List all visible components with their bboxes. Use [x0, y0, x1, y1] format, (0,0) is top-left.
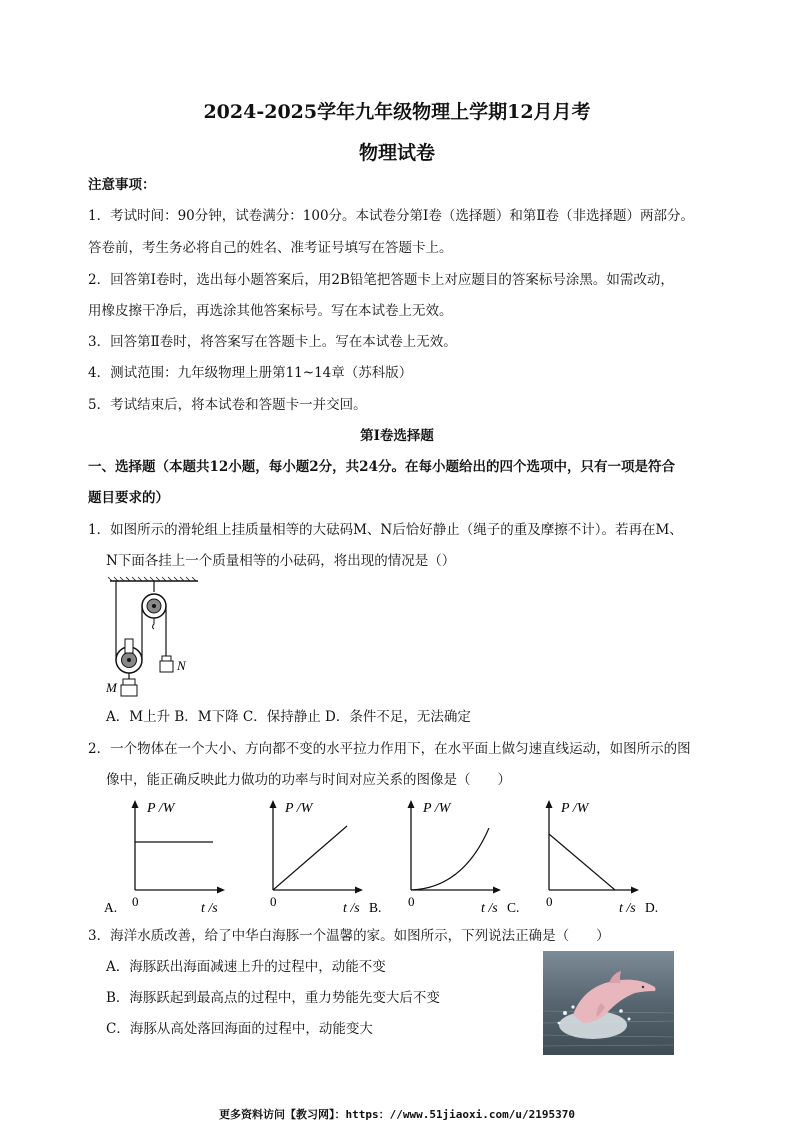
q2-graphs-svg [100, 796, 660, 918]
q2-graph-options [100, 796, 660, 918]
option-letter: D. [645, 900, 659, 915]
q1-stem-line1: 1．如图所示的滑轮组上挂质量相等的大砝码M、N后恰好静止（绳子的重及摩擦不计）。若再在M、 [88, 522, 683, 538]
label-n: N [177, 658, 186, 673]
note-line: 1．考试时间：90分钟，试卷满分：100分。本试卷分第Ⅰ卷（选择题）和第Ⅱ卷（非选择题）两部分。 [88, 208, 695, 224]
y-axis-label: P /W [423, 801, 451, 816]
y-axis-label: P /W [285, 801, 313, 816]
q2-stem-line2: 像中，能正确反映此力做功的功率与时间对应关系的图像是（ ） [106, 772, 511, 788]
note-line: 4．测试范围：九年级物理上册第11~14章（苏科版） [88, 365, 413, 381]
origin-label: 0 [132, 894, 139, 909]
note-line: 3．回答第Ⅱ卷时，将答案写在答题卡上。写在本试卷上无效。 [88, 334, 457, 350]
option-letter: A. [104, 900, 118, 915]
y-axis-arrow [408, 800, 415, 808]
q1-options: A．M上升 B．M下降 C．保持静止 D．条件不足，无法确定 [106, 709, 471, 725]
origin-label: 0 [546, 894, 553, 909]
note-line: 2．回答第Ⅰ卷时，选出每小题答案后，用2B铅笔把答题卡上对应题目的答案标号涂黑。如需改动， [88, 272, 674, 288]
q1-stem-line2: N下面各挂上一个质量相等的小砝码，将出现的情况是（） [106, 553, 456, 569]
x-axis-arrow [355, 887, 363, 894]
option-letter: C. [507, 900, 520, 915]
label-m: M [106, 680, 117, 695]
part-heading-line1: 一、选择题（本题共12小题，每小题2分，共24分。在每小题给出的四个选项中，只有一项是符合 [88, 459, 675, 475]
origin-label: 0 [408, 894, 415, 909]
dolphin-photo [543, 951, 674, 1055]
x-axis-arrow [217, 887, 225, 894]
note-line: 5．考试结束后，将本试卷和答题卡一并交回。 [88, 397, 367, 413]
origin-label: 0 [270, 894, 277, 909]
pulley-diagram [104, 576, 204, 700]
exam-subtitle: 物理试卷 [358, 142, 435, 164]
y-axis-label: P /W [147, 801, 175, 816]
q3-option-c: C．海豚从高处落回海面的过程中，动能变大 [106, 1021, 373, 1037]
y-axis-arrow [132, 800, 139, 808]
note-line: 答卷前，考生务必将自己的姓名、准考证号填写在答题卡上。 [88, 240, 453, 256]
q3-stem-line1: 3．海洋水质改善，给了中华白海豚一个温馨的家。如图所示，下列说法正确是（ ） [88, 928, 610, 944]
graph-line-increasing-linear [273, 826, 347, 890]
x-axis-label: t /s [201, 901, 218, 916]
y-axis-label: P /W [561, 801, 589, 816]
y-axis-arrow [546, 800, 553, 808]
part-heading-line2: 题目要求的） [88, 490, 169, 506]
q2-stem-line1: 2．一个物体在一个大小、方向都不变的水平拉力作用下，在水平面上做匀速直线运动，如图所示的图 [88, 741, 691, 757]
footer-link[interactable]: 更多资料访问【教习网】：https：//www.51jiaoxi.com/u/2195370 [218, 1108, 576, 1121]
x-axis-arrow [631, 887, 639, 894]
x-axis-label: t /s [481, 901, 498, 916]
x-axis-label: t /s [619, 901, 636, 916]
x-axis-arrow [493, 887, 501, 894]
graph-line-decreasing-linear [549, 834, 615, 890]
notes-heading: 注意事项： [88, 177, 156, 193]
option-letter: B. [369, 900, 382, 915]
y-axis-arrow [270, 800, 277, 808]
exam-title: 2024-2025学年九年级物理上学期12月月考 [203, 101, 591, 123]
q3-option-b: B．海豚跃起到最高点的过程中，重力势能先变大后不变 [106, 990, 440, 1006]
section-title: 第Ⅰ卷选择题 [360, 428, 434, 444]
q3-option-a: A．海豚跃出海面减速上升的过程中，动能不变 [106, 959, 386, 975]
note-line: 用橡皮擦干净后，再选涂其他答案标号。写在本试卷上无效。 [88, 303, 453, 319]
x-axis-label: t /s [343, 901, 360, 916]
graph-line-increasing-curve [411, 828, 489, 890]
